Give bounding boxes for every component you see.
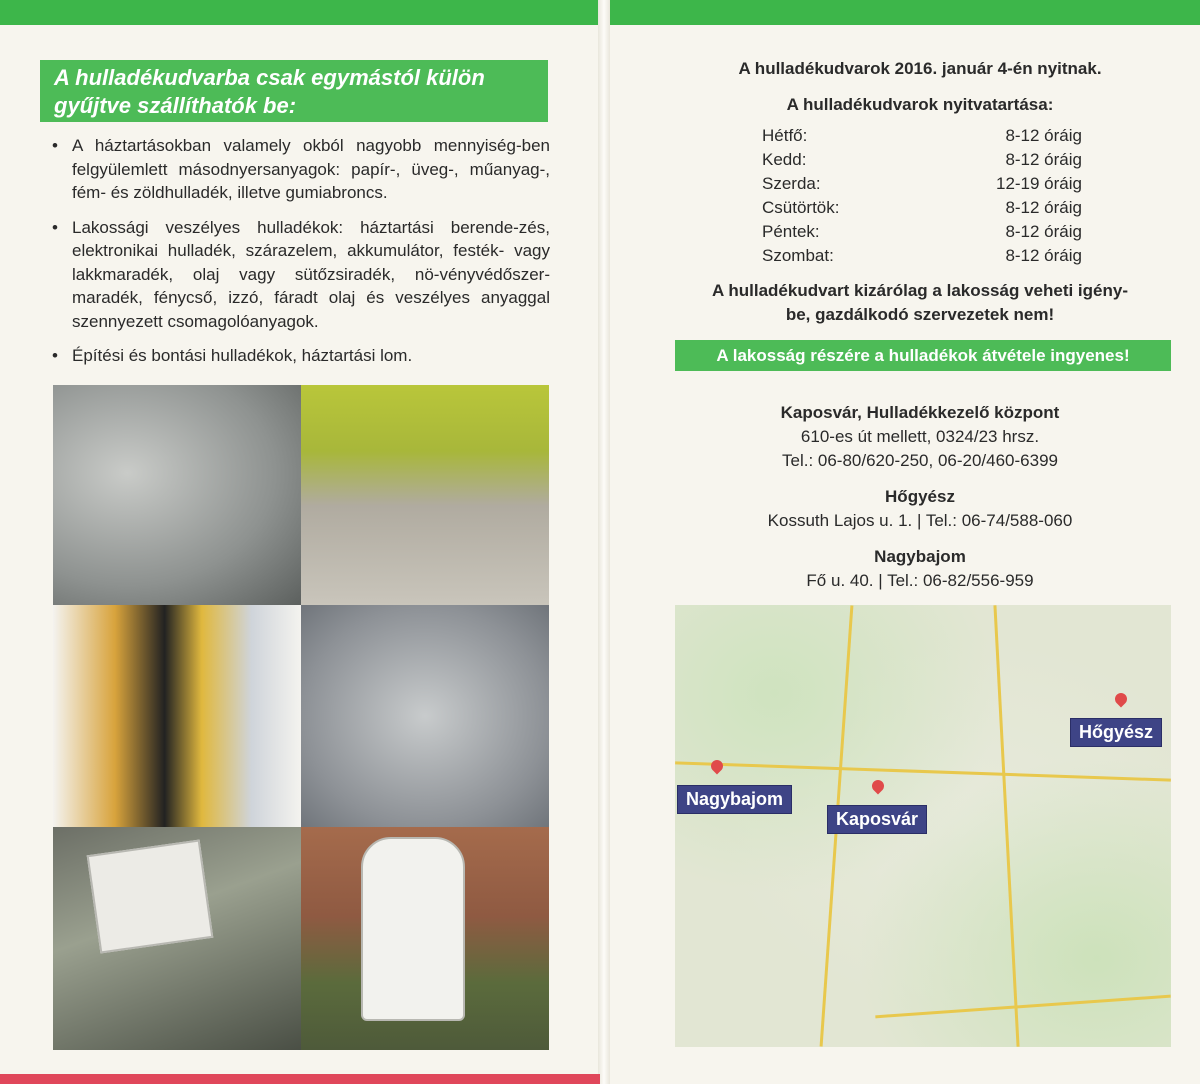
time: 8-12 óráig bbox=[1005, 126, 1082, 145]
bottom-red-strip bbox=[0, 1074, 600, 1084]
map-pin-nagybajom bbox=[709, 758, 726, 775]
map-label-kaposvar: Kaposvár bbox=[827, 805, 927, 834]
day: Hétfő: bbox=[762, 126, 808, 145]
location-address: Kossuth Lajos u. 1. | Tel.: 06-74/588-060 bbox=[767, 511, 1073, 530]
photo-broken-glass bbox=[301, 605, 549, 827]
photo-plastic-chair bbox=[301, 827, 549, 1050]
hours-row bbox=[762, 124, 1082, 148]
day: Szerda: bbox=[762, 174, 821, 193]
top-green-strip-left bbox=[0, 0, 598, 25]
location-address: Fő u. 40. | Tel.: 06-82/556-959 bbox=[806, 571, 1034, 590]
list-item: • Lakossági veszélyes hulladékok: háztartási berende-zés, elektronikai hulladék, szárazelem, akkumulátor, festék- vagy lakkmaradék, olaj vagy sütőzsiradék, nö-vényvédőszer-maradék, fénycső, izzó, fáradt olaj és veszélyes anyaggal szennyezett csomagolóanyagok. bbox=[50, 216, 550, 334]
photo-batteries bbox=[53, 605, 301, 827]
road bbox=[875, 995, 1170, 1019]
location-address: 610-es út mellett, 0324/23 hrsz. bbox=[800, 427, 1040, 446]
day: Csütörtök: bbox=[762, 198, 840, 217]
map-label-nagybajom: Nagybajom bbox=[677, 785, 792, 814]
top-green-strip-right bbox=[610, 0, 1200, 25]
location-name: Hőgyész bbox=[885, 487, 955, 506]
time: 8-12 óráig bbox=[1005, 150, 1082, 169]
list-item: • Építési és bontási hulladékok, háztartási lom. bbox=[50, 344, 550, 368]
road bbox=[993, 605, 1019, 1047]
photo-electronics bbox=[53, 827, 301, 1050]
notice-line-1: A hulladékudvart kizárólag a lakosság veheti igény- bbox=[711, 281, 1128, 300]
opening-date: A hulladékudvarok 2016. január 4-én nyitnak. bbox=[738, 59, 1102, 78]
photo-paint-cans bbox=[301, 385, 549, 605]
map-label-hogyesz: Hőgyész bbox=[1070, 718, 1162, 747]
hours-row bbox=[762, 196, 1082, 220]
hours-row bbox=[762, 172, 1082, 196]
hours-row bbox=[762, 244, 1082, 268]
opening-hours-table bbox=[762, 124, 1082, 268]
notice-line-2: be, gazdálkodó szervezetek nem! bbox=[785, 305, 1055, 324]
list-item: • A háztartásokban valamely okból nagyobb mennyiség-ben felgyülemlett másodnyersanyagok: papír-, üveg-, műanyag-, fém- és zöldhulladék, illetve gumiabroncs. bbox=[50, 134, 550, 205]
day: Péntek: bbox=[762, 222, 820, 241]
time: 8-12 óráig bbox=[1005, 222, 1082, 241]
waste-type-list bbox=[50, 134, 550, 379]
location-name: Kaposvár, Hulladékkezelő központ bbox=[780, 403, 1060, 422]
map-pin-kaposvar bbox=[870, 778, 887, 795]
location-phone: Tel.: 06-80/620-250, 06-20/460-6399 bbox=[782, 451, 1058, 470]
free-banner: A lakosság részére a hulladékok átvétele ingyenes! bbox=[675, 340, 1171, 371]
photo-grid bbox=[53, 385, 549, 1050]
page-fold bbox=[598, 0, 610, 1084]
location-name: Nagybajom bbox=[874, 547, 966, 566]
time: 12-19 óráig bbox=[995, 174, 1082, 193]
section-heading: A hulladékudvarba csak egymástól külön gyűjtve szállíthatók be: bbox=[40, 60, 548, 122]
day: Kedd: bbox=[762, 150, 807, 169]
hours-row bbox=[762, 220, 1082, 244]
hours-row bbox=[762, 148, 1082, 172]
map-pin-hogyesz bbox=[1113, 691, 1130, 708]
hours-title: A hulladékudvarok nyitvatartása: bbox=[786, 95, 1054, 114]
road bbox=[675, 761, 1171, 781]
location-map bbox=[675, 605, 1171, 1047]
photo-tires bbox=[53, 385, 301, 605]
time: 8-12 óráig bbox=[1005, 198, 1082, 217]
time: 8-12 óráig bbox=[1005, 246, 1082, 265]
day: Szombat: bbox=[762, 246, 834, 265]
